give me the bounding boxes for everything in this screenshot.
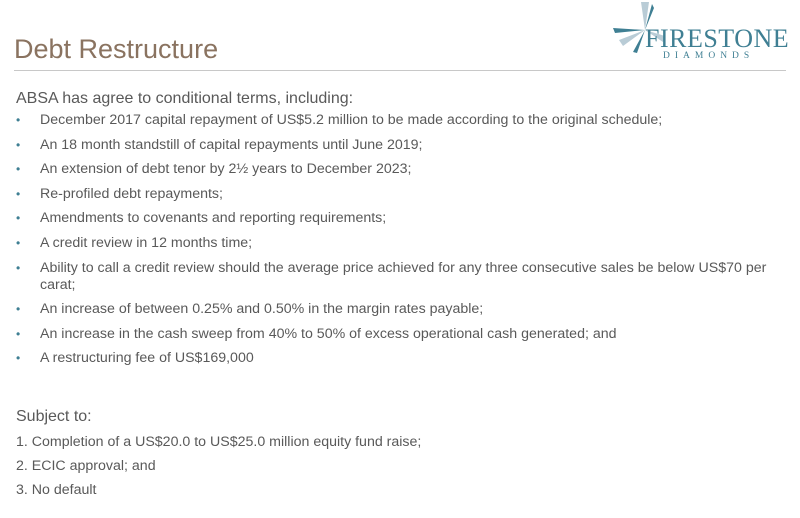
list-item-text: Ability to call a credit review should the average price achieved for any three consecutive sales be below US$70 per carat;	[40, 259, 767, 293]
bullet-icon: •	[16, 113, 21, 127]
bullet-icon: •	[16, 162, 21, 177]
list-item	[16, 210, 786, 227]
list-item	[16, 350, 786, 367]
list-item	[16, 186, 786, 203]
subject-heading: Subject to:	[16, 408, 92, 425]
bullet-icon: •	[16, 326, 21, 341]
bullet-icon: •	[16, 211, 21, 226]
list-item	[16, 112, 786, 129]
condition-item: 2. ECIC approval; and	[16, 458, 156, 474]
bullet-icon: •	[16, 186, 21, 201]
firestone-logo	[605, 0, 795, 72]
bullet-icon: •	[16, 137, 21, 152]
list-item-text: An 18 month standstill of capital repayments until June 2019;	[40, 136, 423, 153]
list-item-text: Amendments to covenants and reporting requirements;	[40, 210, 387, 227]
list-item-text: December 2017 capital repayment of US$5.2 million to be made according to the original schedule;	[40, 112, 663, 128]
condition-item: 1. Completion of a US$20.0 to US$25.0 million equity fund raise;	[16, 434, 422, 450]
bullet-icon: •	[16, 260, 21, 275]
list-item-text: A credit review in 12 months time;	[40, 234, 253, 251]
list-item	[16, 301, 786, 318]
logo-subtitle: DIAMONDS	[663, 51, 755, 61]
list-item-text: An increase of between 0.25% and 0.50% in the margin rates payable;	[40, 301, 484, 318]
list-item	[16, 260, 786, 294]
terms-list	[16, 112, 786, 375]
list-item-text: Re-profiled debt repayments;	[40, 185, 223, 202]
condition-item: 3. No default	[16, 482, 97, 498]
bullet-icon: •	[16, 235, 21, 250]
list-item	[16, 235, 786, 252]
list-item	[16, 137, 786, 154]
list-item-text: A restructuring fee of US$169,000	[40, 350, 254, 367]
logo-wordmark: FIRESTONE	[645, 24, 790, 53]
intro-text: ABSA has agree to conditional terms, including:	[16, 90, 354, 107]
conditions-list	[16, 434, 421, 506]
title-divider	[14, 70, 786, 71]
page-title: Debt Restructure	[14, 34, 219, 64]
bullet-icon: •	[16, 302, 21, 317]
list-item-text: An extension of debt tenor by 2½ years to December 2023;	[40, 161, 412, 178]
list-item-text: An increase in the cash sweep from 40% to 50% of excess operational cash generated; and	[40, 325, 617, 342]
list-item	[16, 326, 786, 343]
list-item	[16, 161, 786, 178]
bullet-icon: •	[16, 351, 21, 366]
